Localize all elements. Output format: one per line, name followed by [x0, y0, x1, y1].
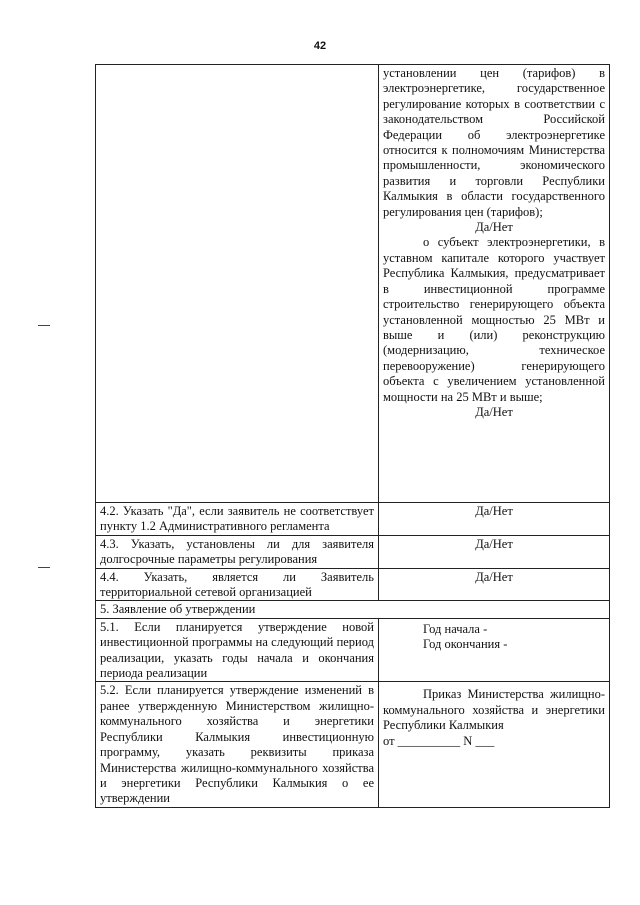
table-row: [96, 682, 610, 807]
row-label: 5.1. Если планируется утверждение новой инвестиционной программы на следующий период реализации, указать годы начала и окончания периода реализации: [96, 618, 379, 682]
row-label: 4.3. Указать, установлены ли для заявителя долгосрочные параметры регулирования: [96, 535, 379, 568]
table-row: [96, 65, 610, 503]
empty-cell: [96, 65, 379, 503]
order-date-number: от __________ N ___: [383, 733, 495, 748]
table-row: [96, 618, 610, 682]
yes-no-option: Да/Нет: [475, 220, 513, 235]
yes-no-option: Да/Нет: [475, 404, 513, 419]
margin-mark: [38, 567, 50, 568]
criteria-text: установлении цен (тарифов) в электроэнергетике, государственное регулирование которых в соответствии с законодательством Российской Федерации об электроэнергетике относится к полномочиям Министерства промышленности, экономического развития и торговли Республики Калмыкия в области государственного регулирования цен (тарифов);: [383, 66, 605, 219]
row-label: 4.4. Указать, является ли Заявитель территориальной сетевой организацией: [96, 568, 379, 601]
table-row: [96, 503, 610, 536]
row-label: 5.2. Если планируется утверждение изменений в ранее утвержденную Министерством жилищно-коммунального хозяйства и энергетики Республики Калмыкия инвестиционную программу, указать реквизиты приказа Министерства жилищно-коммунального хозяйства и энергетики Республики Калмыкия о ее утверждении: [96, 682, 379, 807]
yes-no-option: Да/Нет: [379, 503, 610, 536]
table-row: [96, 535, 610, 568]
margin-mark: [38, 325, 50, 326]
table-row: [96, 601, 610, 618]
table-row: [96, 568, 610, 601]
order-reference: Приказ Министерства жилищно-коммунального хозяйства и энергетики Республики Калмыкия: [383, 687, 605, 733]
end-year-field: Год окончания -: [423, 637, 508, 652]
row-label: 4.2. Указать "Да", если заявитель не соответствует пункту 1.2 Административного регламента: [96, 503, 379, 536]
period-cell: [379, 618, 610, 682]
section-heading: 5. Заявление об утверждении: [96, 601, 610, 618]
criteria-text: о субъект электроэнергетики, в уставном капитале которого участвует Республика Калмыкия, предусматривает в инвестиционной программе строительство генерирующего объекта установленной мощностью 25 МВт и выше и (или) реконструкцию (модернизацию, техническое перевооружение) генерирующего объекта с увеличением установленной мощности на 25 МВт и выше;: [383, 235, 605, 404]
yes-no-option: Да/Нет: [379, 535, 610, 568]
page-number: 42: [313, 40, 327, 52]
application-form-table: [95, 64, 610, 808]
order-cell: [379, 682, 610, 807]
yes-no-option: Да/Нет: [379, 568, 610, 601]
criteria-cell: [379, 65, 610, 503]
start-year-field: Год начала -: [423, 621, 488, 636]
